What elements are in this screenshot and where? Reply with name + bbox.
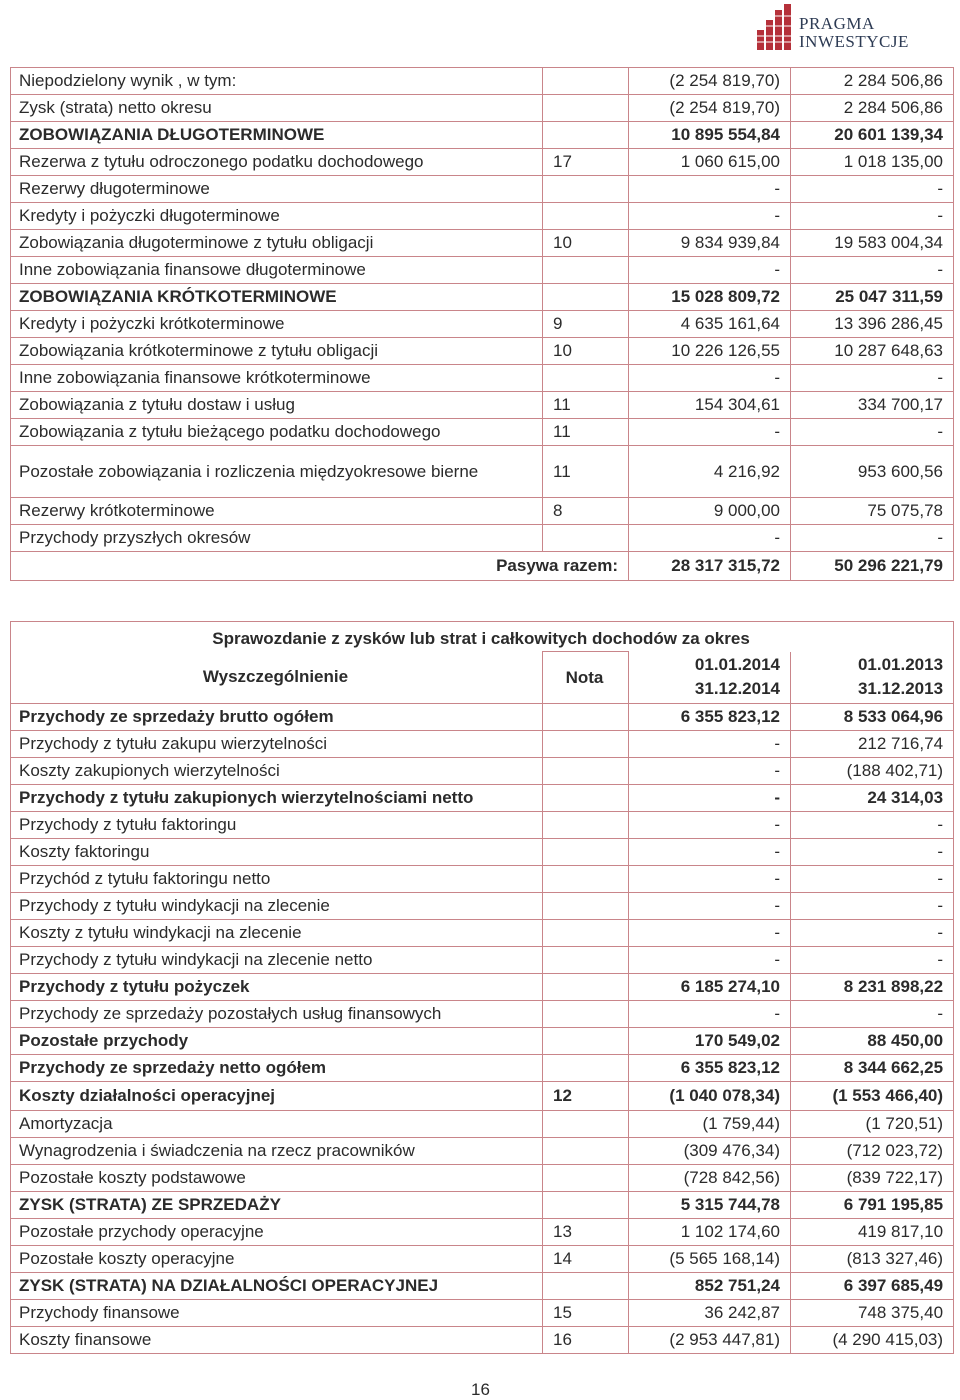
- period-2014-to: 31.12.2014: [694, 679, 780, 699]
- row-label: Przychody z tytułu faktoringu: [11, 812, 543, 839]
- row-nota: 11: [543, 446, 629, 498]
- table-row: [11, 203, 954, 230]
- row-nota: [543, 68, 629, 95]
- table-row: [11, 1219, 954, 1246]
- row-label: Kredyty i pożyczki krótkoterminowe: [11, 311, 543, 338]
- table-row: [11, 1300, 954, 1327]
- total-value-previous: 50 296 221,79: [791, 552, 954, 581]
- table-row: [11, 149, 954, 176]
- row-nota: [543, 920, 629, 947]
- row-value-current: -: [629, 525, 791, 552]
- column-header-item: Wyszczególnienie: [11, 652, 543, 704]
- row-value-current: (1 040 078,34): [629, 1082, 791, 1111]
- row-value-previous: -: [791, 203, 954, 230]
- row-value-previous: 25 047 311,59: [791, 284, 954, 311]
- row-value-previous: -: [791, 920, 954, 947]
- table-row: [11, 920, 954, 947]
- row-value-current: (728 842,56): [629, 1165, 791, 1192]
- row-nota: [543, 812, 629, 839]
- row-value-previous: 13 396 286,45: [791, 311, 954, 338]
- row-label: Przychody z tytułu windykacji na zlecenie netto: [11, 947, 543, 974]
- row-value-current: -: [629, 1001, 791, 1028]
- row-value-previous: 6 791 195,85: [791, 1192, 954, 1219]
- row-nota: [543, 284, 629, 311]
- row-nota: [543, 839, 629, 866]
- row-value-previous: -: [791, 893, 954, 920]
- row-label: Amortyzacja: [11, 1111, 543, 1138]
- row-value-previous: 2 284 506,86: [791, 68, 954, 95]
- period-2013-from: 01.01.2013: [857, 655, 944, 675]
- row-value-previous: -: [791, 257, 954, 284]
- table-row: [11, 1192, 954, 1219]
- row-value-current: 170 549,02: [629, 1028, 791, 1055]
- row-value-current: 5 315 744,78: [629, 1192, 791, 1219]
- row-nota: 11: [543, 419, 629, 446]
- table-row: [11, 176, 954, 203]
- table-row: [11, 68, 954, 95]
- row-label: Rezerwa z tytułu odroczonego podatku dochodowego: [11, 149, 543, 176]
- row-value-previous: (813 327,46): [791, 1246, 954, 1273]
- row-value-previous: -: [791, 866, 954, 893]
- row-label: Rezerwy długoterminowe: [11, 176, 543, 203]
- row-label: ZYSK (STRATA) NA DZIAŁALNOŚCI OPERACYJNEJ: [11, 1273, 543, 1300]
- row-value-previous: 8 533 064,96: [791, 704, 954, 731]
- row-nota: [543, 893, 629, 920]
- table-row: [11, 947, 954, 974]
- row-value-previous: 748 375,40: [791, 1300, 954, 1327]
- table-row: [11, 1001, 954, 1028]
- row-label: Przychody finansowe: [11, 1300, 543, 1327]
- row-value-previous: 10 287 648,63: [791, 338, 954, 365]
- logo-line-2: INWESTYCJE: [799, 32, 909, 51]
- row-value-current: 9 834 939,84: [629, 230, 791, 257]
- table-row: [11, 122, 954, 149]
- row-label: Rezerwy krótkoterminowe: [11, 498, 543, 525]
- row-nota: 10: [543, 338, 629, 365]
- row-nota: 17: [543, 149, 629, 176]
- row-value-previous: (4 290 415,03): [791, 1327, 954, 1354]
- row-value-current: -: [629, 947, 791, 974]
- row-value-previous: 6 397 685,49: [791, 1273, 954, 1300]
- income-title-row: [11, 622, 954, 652]
- row-value-current: -: [629, 419, 791, 446]
- total-value-current: 28 317 315,72: [629, 552, 791, 581]
- row-label: Zobowiązania krótkoterminowe z tytułu obligacji: [11, 338, 543, 365]
- table-row: [11, 704, 954, 731]
- table-row: [11, 1028, 954, 1055]
- row-value-previous: -: [791, 839, 954, 866]
- row-value-current: 4 216,92: [629, 446, 791, 498]
- row-value-current: -: [629, 785, 791, 812]
- row-value-previous: (1 553 466,40): [791, 1082, 954, 1111]
- table-row: [11, 839, 954, 866]
- row-label: Przychody ze sprzedaży netto ogółem: [11, 1055, 543, 1082]
- table-row: [11, 1165, 954, 1192]
- table-row: [11, 974, 954, 1001]
- row-value-previous: (1 720,51): [791, 1111, 954, 1138]
- income-statement-body: [11, 622, 954, 1354]
- row-label: Pozostałe przychody operacyjne: [11, 1219, 543, 1246]
- row-nota: [543, 758, 629, 785]
- income-title: Sprawozdanie z zysków lub strat i całkowitych dochodów za okres: [11, 622, 954, 652]
- row-nota: [543, 203, 629, 230]
- row-label: Zobowiązania z tytułu bieżącego podatku dochodowego: [11, 419, 543, 446]
- table-row: [11, 284, 954, 311]
- table-row: [11, 812, 954, 839]
- row-value-previous: -: [791, 419, 954, 446]
- row-value-previous: (188 402,71): [791, 758, 954, 785]
- row-value-current: 852 751,24: [629, 1273, 791, 1300]
- row-value-previous: 20 601 139,34: [791, 122, 954, 149]
- table-row: [11, 1082, 954, 1111]
- row-value-previous: 1 018 135,00: [791, 149, 954, 176]
- row-value-previous: -: [791, 525, 954, 552]
- row-nota: [543, 1028, 629, 1055]
- table-row: [11, 525, 954, 552]
- row-value-previous: 334 700,17: [791, 392, 954, 419]
- column-header-nota: Nota: [543, 652, 629, 704]
- row-value-previous: -: [791, 947, 954, 974]
- row-nota: [543, 1001, 629, 1028]
- table-row: [11, 392, 954, 419]
- total-row: [11, 552, 954, 581]
- row-label: Przychody ze sprzedaży brutto ogółem: [11, 704, 543, 731]
- row-nota: 14: [543, 1246, 629, 1273]
- row-nota: 10: [543, 230, 629, 257]
- row-label: Przychody z tytułu zakupu wierzytelności: [11, 731, 543, 758]
- row-value-previous: 953 600,56: [791, 446, 954, 498]
- row-value-current: -: [629, 365, 791, 392]
- table-row: [11, 1273, 954, 1300]
- row-label: Inne zobowiązania finansowe krótkoterminowe: [11, 365, 543, 392]
- table-row: [11, 866, 954, 893]
- row-nota: 9: [543, 311, 629, 338]
- row-value-current: -: [629, 758, 791, 785]
- table-row: [11, 311, 954, 338]
- row-value-current: 9 000,00: [629, 498, 791, 525]
- row-value-current: -: [629, 866, 791, 893]
- row-value-current: (2 254 819,70): [629, 68, 791, 95]
- row-label: Inne zobowiązania finansowe długoterminowe: [11, 257, 543, 284]
- row-label: Kredyty i pożyczki długoterminowe: [11, 203, 543, 230]
- table-row: [11, 95, 954, 122]
- row-nota: [543, 1055, 629, 1082]
- page-number-text: 16: [471, 1380, 490, 1399]
- row-value-previous: 212 716,74: [791, 731, 954, 758]
- logo-line-1: PRAGMA: [799, 14, 875, 33]
- row-value-current: -: [629, 257, 791, 284]
- row-value-current: -: [629, 176, 791, 203]
- row-value-previous: (839 722,17): [791, 1165, 954, 1192]
- row-value-current: 6 355 823,12: [629, 704, 791, 731]
- income-statement-table: [10, 621, 954, 1354]
- table-row: [11, 365, 954, 392]
- row-value-current: (1 759,44): [629, 1111, 791, 1138]
- row-value-current: 1 060 615,00: [629, 149, 791, 176]
- row-nota: [543, 704, 629, 731]
- row-value-current: 15 028 809,72: [629, 284, 791, 311]
- column-header-period-2014: [629, 652, 791, 704]
- row-label: Koszty finansowe: [11, 1327, 543, 1354]
- row-nota: 12: [543, 1082, 629, 1111]
- row-value-previous: 75 075,78: [791, 498, 954, 525]
- row-label: Koszty zakupionych wierzytelności: [11, 758, 543, 785]
- row-label: Wynagrodzenia i świadczenia na rzecz pracowników: [11, 1138, 543, 1165]
- row-nota: [543, 95, 629, 122]
- row-value-previous: -: [791, 812, 954, 839]
- table-row: [11, 893, 954, 920]
- row-nota: 16: [543, 1327, 629, 1354]
- row-nota: [543, 1273, 629, 1300]
- income-header-row: [11, 652, 954, 704]
- row-nota: [543, 1192, 629, 1219]
- row-value-current: (2 953 447,81): [629, 1327, 791, 1354]
- row-value-previous: 88 450,00: [791, 1028, 954, 1055]
- row-label: Przychód z tytułu faktoringu netto: [11, 866, 543, 893]
- row-value-current: 1 102 174,60: [629, 1219, 791, 1246]
- table-row: [11, 785, 954, 812]
- row-value-previous: 419 817,10: [791, 1219, 954, 1246]
- row-nota: [543, 176, 629, 203]
- row-value-previous: 2 284 506,86: [791, 95, 954, 122]
- table-row: [11, 731, 954, 758]
- balance-sheet-body: [11, 68, 954, 581]
- row-nota: [543, 257, 629, 284]
- row-nota: 11: [543, 392, 629, 419]
- row-value-previous: 8 344 662,25: [791, 1055, 954, 1082]
- row-label: ZYSK (STRATA) ZE SPRZEDAŻY: [11, 1192, 543, 1219]
- row-label: Przychody przyszłych okresów: [11, 525, 543, 552]
- balance-sheet-table: [10, 67, 954, 581]
- row-label: Przychody z tytułu windykacji na zlecenie: [11, 893, 543, 920]
- row-value-previous: 19 583 004,34: [791, 230, 954, 257]
- row-nota: [543, 122, 629, 149]
- row-nota: [543, 785, 629, 812]
- period-2014-from: 01.01.2014: [694, 655, 780, 675]
- table-row: [11, 338, 954, 365]
- row-value-current: (5 565 168,14): [629, 1246, 791, 1273]
- table-row: [11, 1246, 954, 1273]
- table-row: [11, 1138, 954, 1165]
- row-value-previous: -: [791, 365, 954, 392]
- row-label: Koszty z tytułu windykacji na zlecenie: [11, 920, 543, 947]
- logo-building-icon: [755, 4, 797, 52]
- row-value-current: 4 635 161,64: [629, 311, 791, 338]
- row-label: Koszty faktoringu: [11, 839, 543, 866]
- row-value-current: -: [629, 839, 791, 866]
- row-value-previous: (712 023,72): [791, 1138, 954, 1165]
- row-value-current: 36 242,87: [629, 1300, 791, 1327]
- row-value-current: -: [629, 893, 791, 920]
- column-header-period-2013: [791, 652, 954, 704]
- row-label: Pozostałe zobowiązania i rozliczenia międzyokresowe bierne: [11, 446, 543, 498]
- row-label: Zysk (strata) netto okresu: [11, 95, 543, 122]
- row-nota: [543, 1138, 629, 1165]
- row-label: Zobowiązania długoterminowe z tytułu obligacji: [11, 230, 543, 257]
- row-label: Pozostałe koszty podstawowe: [11, 1165, 543, 1192]
- row-value-current: (309 476,34): [629, 1138, 791, 1165]
- row-label: Przychody z tytułu zakupionych wierzytelnościami netto: [11, 785, 543, 812]
- table-row: [11, 257, 954, 284]
- total-label: Pasywa razem:: [11, 552, 629, 581]
- row-value-current: -: [629, 920, 791, 947]
- row-value-previous: 8 231 898,22: [791, 974, 954, 1001]
- row-label: Niepodzielony wynik , w tym:: [11, 68, 543, 95]
- table-row: [11, 446, 954, 498]
- row-nota: [543, 365, 629, 392]
- row-value-current: 6 355 823,12: [629, 1055, 791, 1082]
- row-label: Przychody ze sprzedaży pozostałych usług finansowych: [11, 1001, 543, 1028]
- row-nota: [543, 947, 629, 974]
- row-value-current: -: [629, 812, 791, 839]
- row-nota: [543, 731, 629, 758]
- table-row: [11, 230, 954, 257]
- row-nota: [543, 866, 629, 893]
- row-value-current: (2 254 819,70): [629, 95, 791, 122]
- row-label: Zobowiązania z tytułu dostaw i usług: [11, 392, 543, 419]
- table-row: [11, 1111, 954, 1138]
- row-value-current: 6 185 274,10: [629, 974, 791, 1001]
- row-nota: [543, 525, 629, 552]
- row-value-current: 10 226 126,55: [629, 338, 791, 365]
- table-row: [11, 1327, 954, 1354]
- row-nota: 13: [543, 1219, 629, 1246]
- row-nota: [543, 1111, 629, 1138]
- row-value-current: -: [629, 203, 791, 230]
- row-value-previous: -: [791, 176, 954, 203]
- row-nota: [543, 974, 629, 1001]
- row-value-previous: 24 314,03: [791, 785, 954, 812]
- row-label: Przychody z tytułu pożyczek: [11, 974, 543, 1001]
- row-value-current: 10 895 554,84: [629, 122, 791, 149]
- row-value-current: -: [629, 731, 791, 758]
- row-label: ZOBOWIĄZANIA DŁUGOTERMINOWE: [11, 122, 543, 149]
- row-label: Pozostałe przychody: [11, 1028, 543, 1055]
- row-label: Koszty działalności operacyjnej: [11, 1082, 543, 1111]
- company-logo: [755, 4, 915, 54]
- row-value-previous: -: [791, 1001, 954, 1028]
- table-row: [11, 1055, 954, 1082]
- row-nota: 8: [543, 498, 629, 525]
- row-nota: [543, 1165, 629, 1192]
- row-label: Pozostałe koszty operacyjne: [11, 1246, 543, 1273]
- row-nota: 15: [543, 1300, 629, 1327]
- row-label: ZOBOWIĄZANIA KRÓTKOTERMINOWE: [11, 284, 543, 311]
- table-row: [11, 498, 954, 525]
- period-2013-to: 31.12.2013: [857, 679, 944, 699]
- table-row: [11, 419, 954, 446]
- table-row: [11, 758, 954, 785]
- row-value-current: 154 304,61: [629, 392, 791, 419]
